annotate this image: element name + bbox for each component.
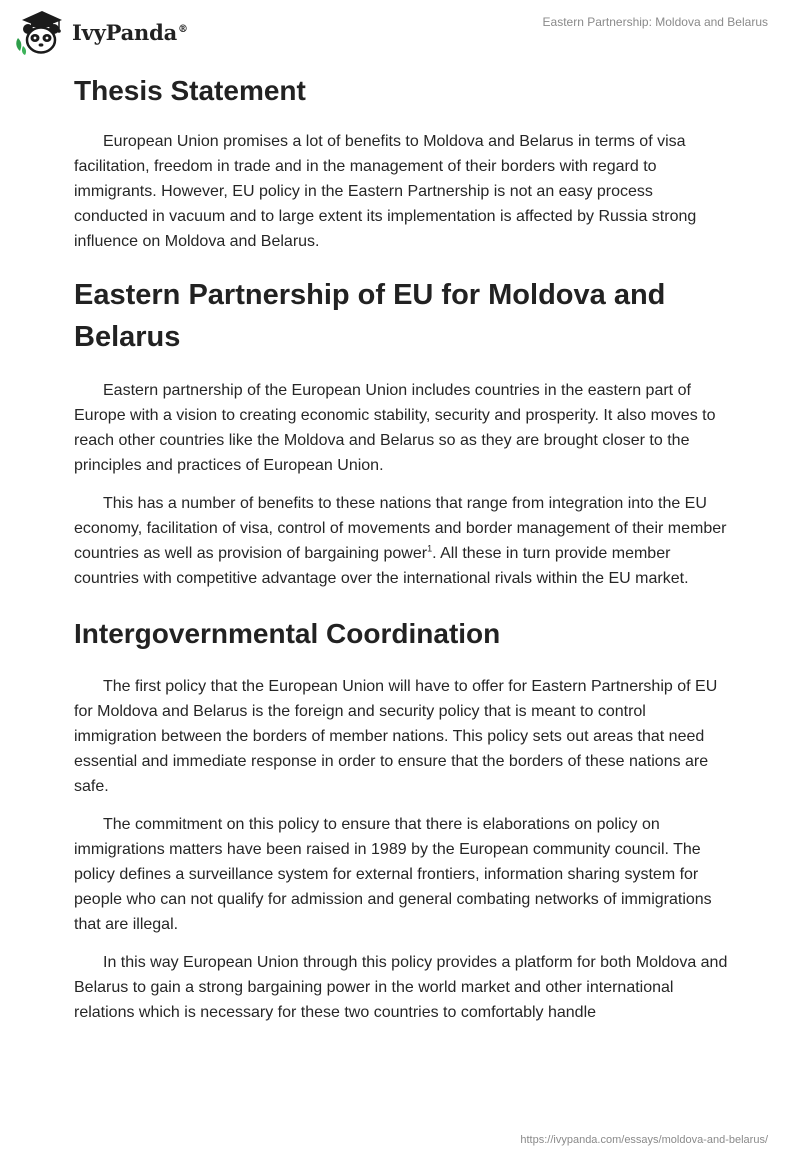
section-heading-thesis: Thesis Statement [74, 75, 306, 106]
document-title: Eastern Partnership: Moldova and Belarus [542, 15, 768, 29]
paragraph: The commitment on this policy to ensure that there is elaborations on policy on immigrations matters have been raised in 1989 by the European community council. The policy defines a surveillance system for external frontiers, information sharing system for people who can not qualify for admission and general combating networks of immigrations that are illegal. [74, 816, 712, 933]
paragraph: The first policy that the European Union will have to offer for Eastern Partnership of EU for Moldova and Belarus is the foreign and security policy that is meant to control immigration between the borders of member nations. This policy sets out areas that need essential and immediate response in order to ensure that the borders of these nations are safe. [74, 678, 718, 795]
essay-content [74, 70, 730, 1038]
paragraph-text: . All these in turn provide member countries with competitive advantage over the international rivals within the EU market. [74, 545, 689, 587]
footnote-reference[interactable]: 1 [427, 543, 433, 554]
registered-mark: ® [178, 23, 188, 35]
paragraph: Eastern partnership of the European Union includes countries in the eastern part of Europe with a vision to creating economic stability, security and prosperity. It also moves to reach other countries like the Moldova and Belarus so as they are brought closer to the principles and practices of European Union. [74, 382, 716, 474]
paragraph [74, 491, 730, 591]
paragraph: In this way European Union through this policy provides a platform for both Moldova and Belarus to gain a strong bargaining power in the world market and other international relations which is necessary for these two countries to comfortably handle [74, 954, 728, 1021]
panda-graduate-icon [14, 8, 66, 56]
brand-name: IvyPanda® [72, 19, 188, 45]
section-heading-eastern-partnership: Eastern Partnership of EU for Moldova and Belarus [74, 279, 666, 353]
paragraph-text: This has a number of benefits to these nations that range from integration into the EU economy, facilitation of visa, control of movements and border management of their member countries as well as provision of bargaining power [74, 495, 727, 562]
paragraph: European Union promises a lot of benefits to Moldova and Belarus in terms of visa facilitation, freedom in trade and in the management of their borders with regard to immigrants. However, EU policy in the Eastern Partnership is not an easy process conducted in vacuum and to large extent its implementation is affected by Russia strong influence on Moldova and Belarus. [74, 133, 697, 250]
section-heading-intergovernmental: Intergovernmental Coordination [74, 618, 501, 649]
source-url[interactable]: https://ivypanda.com/essays/moldova-and-belarus/ [520, 1134, 768, 1146]
page-header [0, 0, 800, 62]
ivypanda-logo[interactable] [14, 8, 188, 56]
